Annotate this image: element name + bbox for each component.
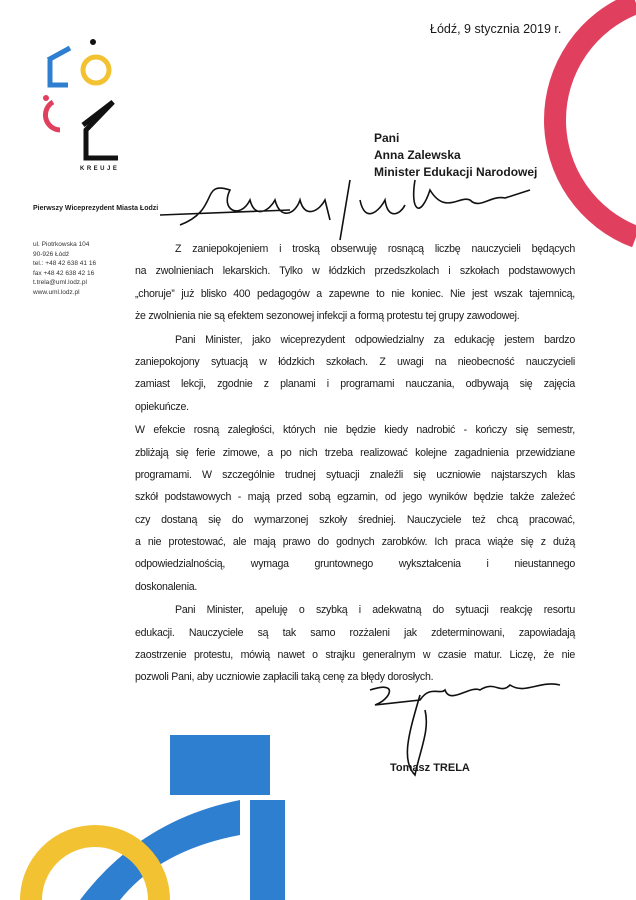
text-line: zaniepokojony sytuacją w łódzkich szkołach. Z uwagi na nieobecność nauczycieli — [135, 355, 575, 368]
sender-address — [33, 240, 96, 297]
text-line: opiekuńcze. — [135, 400, 189, 413]
paragraph — [135, 419, 575, 598]
text-line: zaostrzenie protestu, mówią nawet o strajku generalnym w czasie matur. Liczę, że nie — [135, 649, 575, 662]
text-line: czy dostaną się do wymarzonej szkoły średniej. Nauczyciele też chcą pracować, — [135, 513, 575, 526]
text-line: odpowiedzialnością, wymaga gruntownego wykształcenia i nieustannego — [135, 558, 575, 571]
signer-name: Tomasz TRELA — [390, 762, 470, 774]
text-line: doskonalenia. — [135, 580, 198, 593]
text-line: zamiast lekcji, zgodnie z planami i programami nauczania, odbywają się zajęcia — [135, 378, 575, 391]
text-line: zbliżają się ferie zimowe, a po nich trzeba realizować kolejne zagadnienia przewidziane — [135, 446, 575, 459]
address-phone: tel.: +48 42 638 41 16 — [33, 260, 97, 267]
blue-vertical-decoration — [250, 800, 285, 900]
text-line: programami. W szczególnie trudnej sytuacji znaleźli się uczniowie najstarszych klas — [135, 468, 575, 481]
red-ring-decoration — [555, 3, 636, 237]
text-line: W efekcie rosną zaległości, których nie będzie kiedy nadrobić - kończy się semestr, — [135, 424, 575, 437]
address-street: ul. Piotrkowska 104 — [33, 241, 90, 248]
paragraph — [135, 238, 575, 328]
text-line: a nie protestować, ale mają prawo do godnych zarobków. Ich praca wiąże się z dużą — [135, 536, 575, 549]
address-email[interactable]: t.trela@uml.lodz.pl — [33, 279, 87, 286]
text-line: „choruje” już blisko 400 pedagogów a zapewne to nie koniec. Nie jest wszak tajemnicą, — [135, 287, 575, 300]
text-line: Pani Minister, jako wiceprezydent odpowiedzialny za edukację jestem bardzo — [175, 333, 575, 346]
blue-block-decoration — [170, 735, 270, 795]
sender-office-title: Pierwszy Wiceprezydent Miasta Łodzi — [33, 205, 159, 212]
letter-body — [135, 238, 575, 690]
text-line: szkół podstawowych - mają przed sobą egzamin, od jego wyników będzie także zależeć — [135, 491, 575, 504]
recipient-salutation: Pani — [374, 131, 400, 145]
recipient-title: Minister Edukacji Narodowej — [374, 165, 538, 179]
address-website[interactable]: www.uml.lodz.pl — [33, 288, 80, 296]
address-city: 90-926 Łódź — [33, 250, 70, 258]
text-line: Z zaniepokojeniem i troską obserwuję rosnącą liczbę nauczycieli będących — [175, 243, 575, 255]
letter-date: Łódź, 9 stycznia 2019 r. — [430, 22, 562, 36]
text-line: pozwoli Pani, aby uczniowie zapłacili taką cenę za błędy dorosłych. — [135, 671, 434, 684]
text-line: edukacji. Nauczyciele są tak samo rozżaleni jak zdeterminowani, zapowiadają — [135, 626, 575, 639]
text-line: na zwolnieniach lekarskich. Tylko w łódzkich przedszkolach i szkołach podstawowych — [135, 265, 575, 278]
address-fax: fax +48 42 638 42 16 — [33, 269, 95, 277]
text-line: że zwolnienia nie są efektem sezonowej infekcji a formą protestu tej grupy zawodowej. — [135, 310, 520, 323]
logo-tagline: KREUJE — [80, 166, 120, 172]
lodz-logo — [38, 30, 138, 165]
text-line: Pani Minister, apeluję o szybką i adekwatną do sytuacji reakcję resortu — [175, 604, 575, 617]
recipient-name: Anna Zalewska — [374, 148, 461, 162]
paragraph — [135, 329, 575, 419]
